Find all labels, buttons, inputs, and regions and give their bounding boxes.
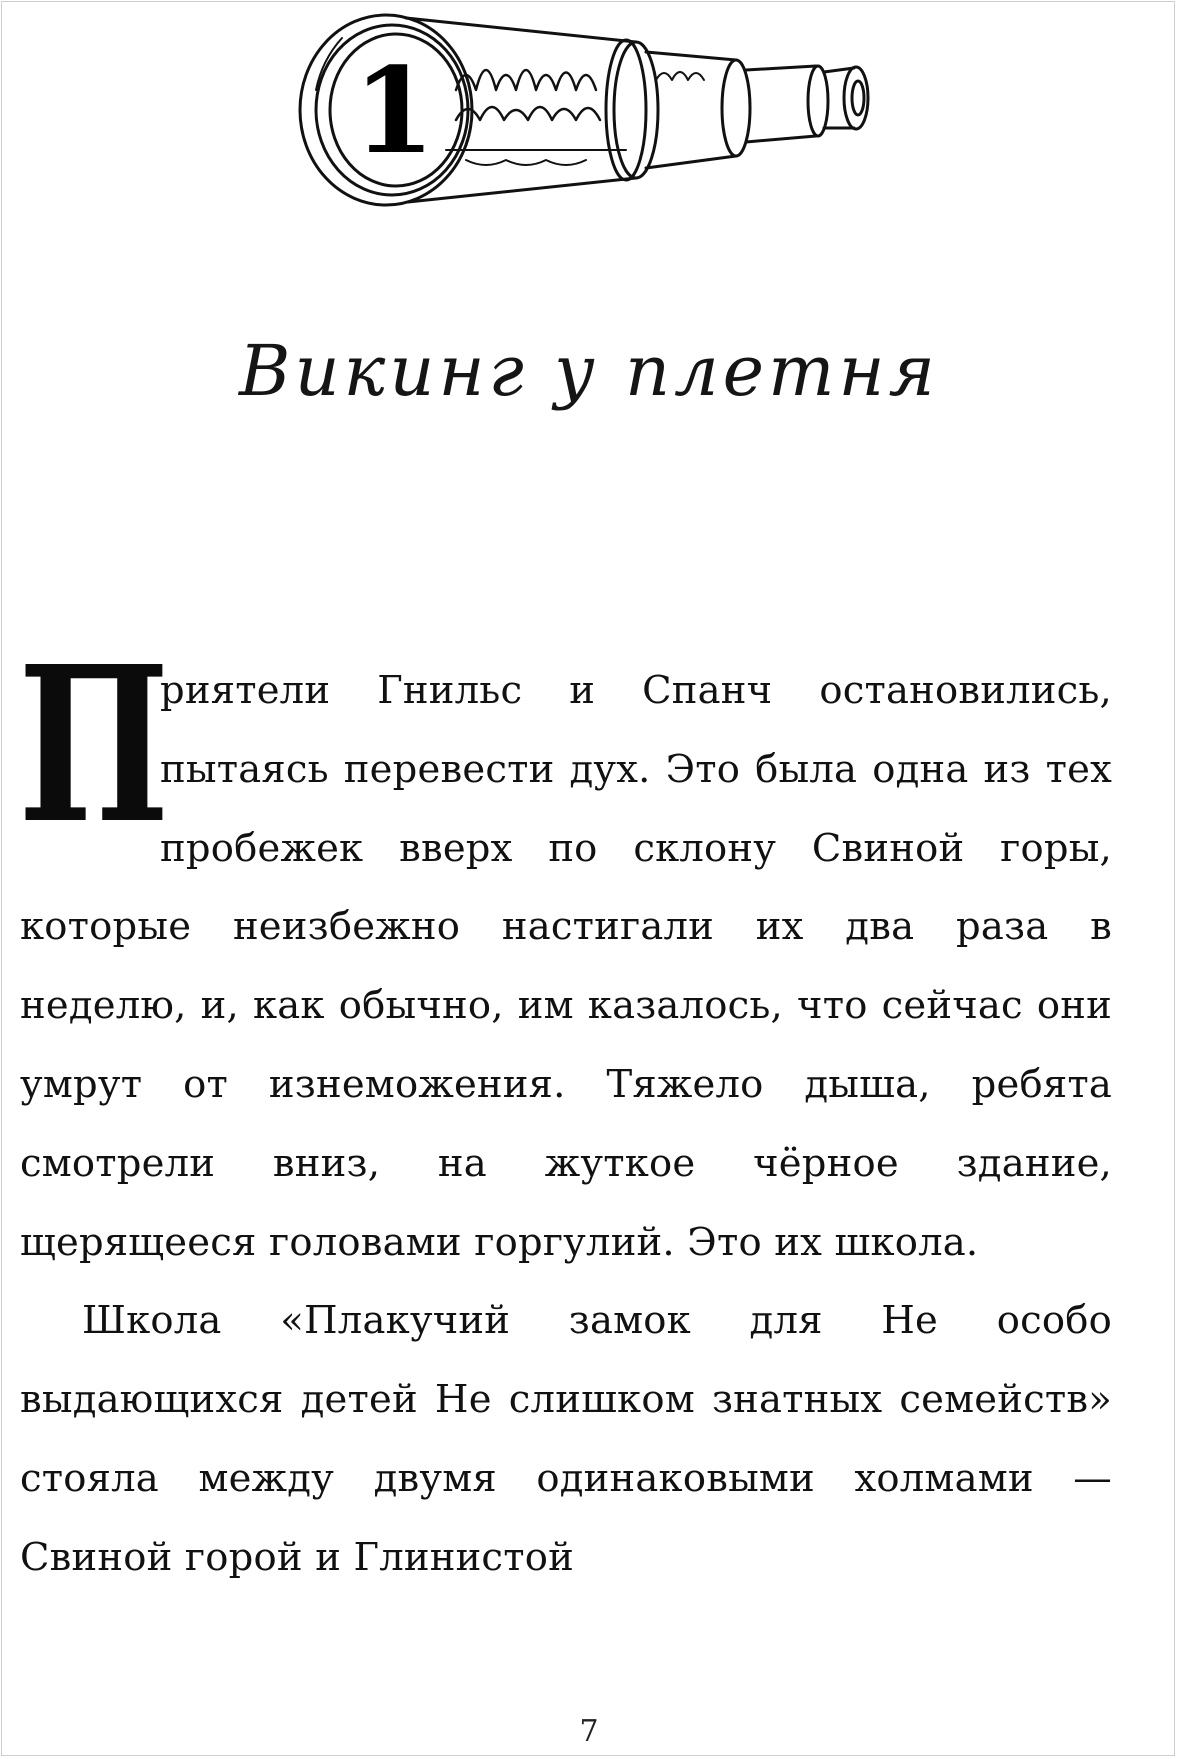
spyglass-icon <box>296 10 876 215</box>
chapter-number: 1 <box>352 41 436 180</box>
body-text <box>18 620 1112 1598</box>
drop-cap: П <box>18 620 170 871</box>
paragraph-1 <box>18 620 1112 1282</box>
page-number: 7 <box>579 1714 599 1749</box>
chapter-title: Викинг у плетня <box>239 330 939 412</box>
paragraph-1-text: риятели Гнильс и Спанч остановились, пытаясь перевести дух. Это была одна из тех пробежек вверх по склону Свиной горы, которые неизбежно настигали их два раза в неделю, и, как обычно, им казалось, что сейчас они умрут от изнеможения. Тяжело дыша, ребята смотрели вниз, на жуткое чёрное здание, щерящееся головами горгулий. Это их школа. <box>20 668 1112 1265</box>
paragraph-2: Школа «Плакучий замок для Не особо выдающихся детей Не слишком знатных семейств» стояла между двумя одинаковыми холмами — Свиной горой и Глинистой <box>20 1298 1112 1580</box>
